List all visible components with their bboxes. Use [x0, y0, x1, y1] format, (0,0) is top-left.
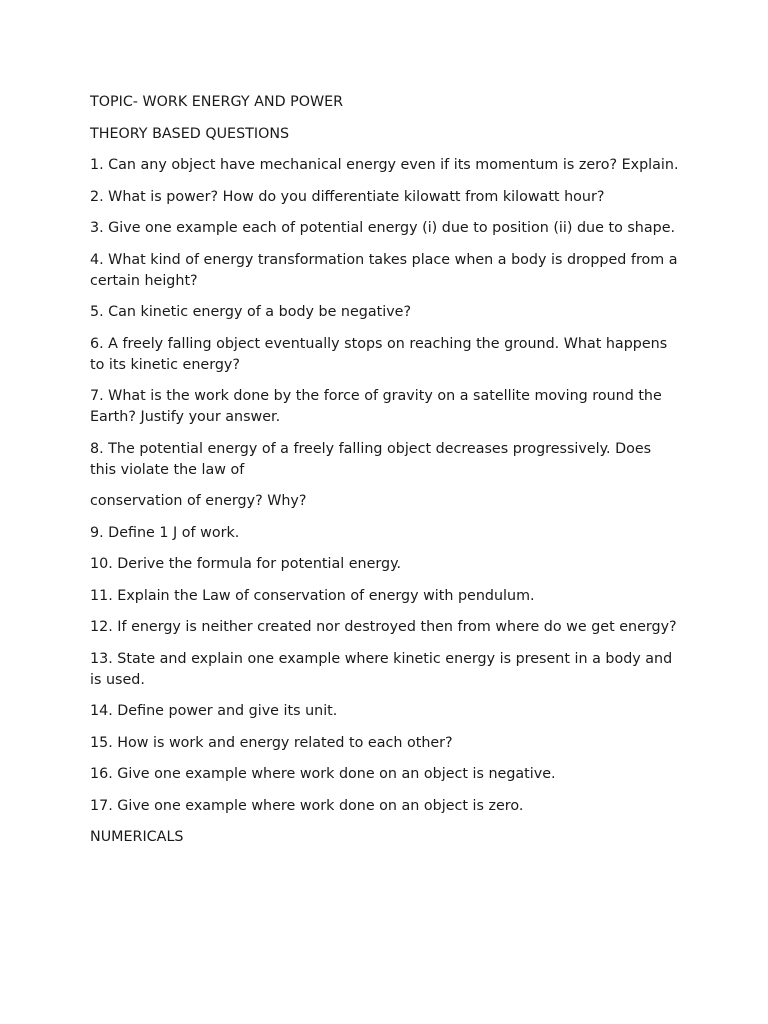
- question-2: 2. What is power? How do you differentiate kilowatt from kilowatt hour?: [90, 188, 605, 205]
- question-5: 5. Can kinetic energy of a body be negative?: [90, 304, 412, 320]
- question-6: 6. A freely falling object eventually stops on reaching the ground. What happens to its kinetic energy?: [90, 335, 668, 373]
- question-14: 14. Define power and give its unit.: [90, 703, 338, 719]
- question-11: 11. Explain the Law of conservation of energy with pendulum.: [90, 587, 535, 604]
- numericals-section-heading: NUMERICALS: [90, 829, 184, 845]
- question-8-continuation: conservation of energy? Why?: [90, 493, 307, 509]
- question-12: 12. If energy is neither created nor destroyed then from where do we get energy?: [90, 619, 677, 635]
- question-4: 4. What kind of energy transformation takes place when a body is dropped from a certain height?: [90, 251, 678, 289]
- question-7: 7. What is the work done by the force of gravity on a satellite moving round the Earth? Justify your answer.: [90, 388, 662, 425]
- question-8: 8. The potential energy of a freely falling object decreases progressively. Does this violate the law of: [90, 440, 652, 478]
- question-9: 9. Define 1 J of work.: [90, 524, 240, 541]
- document-body: [90, 92, 680, 859]
- question-16: 16. Give one example where work done on an object is negative.: [90, 766, 556, 782]
- question-13: 13. State and explain one example where kinetic energy is present in a body and is used.: [90, 650, 673, 688]
- theory-section-heading: THEORY BASED QUESTIONS: [90, 125, 290, 142]
- question-3: 3. Give one example each of potential energy (i) due to position (ii) due to shape.: [90, 220, 676, 236]
- question-1: 1. Can any object have mechanical energy even if its momentum is zero? Explain.: [90, 157, 679, 173]
- question-15: 15. How is work and energy related to each other?: [90, 734, 453, 751]
- topic-heading: TOPIC- WORK ENERGY AND POWER: [90, 94, 344, 110]
- question-17: 17. Give one example where work done on an object is zero.: [90, 797, 524, 814]
- question-10: 10. Derive the formula for potential energy.: [90, 556, 402, 572]
